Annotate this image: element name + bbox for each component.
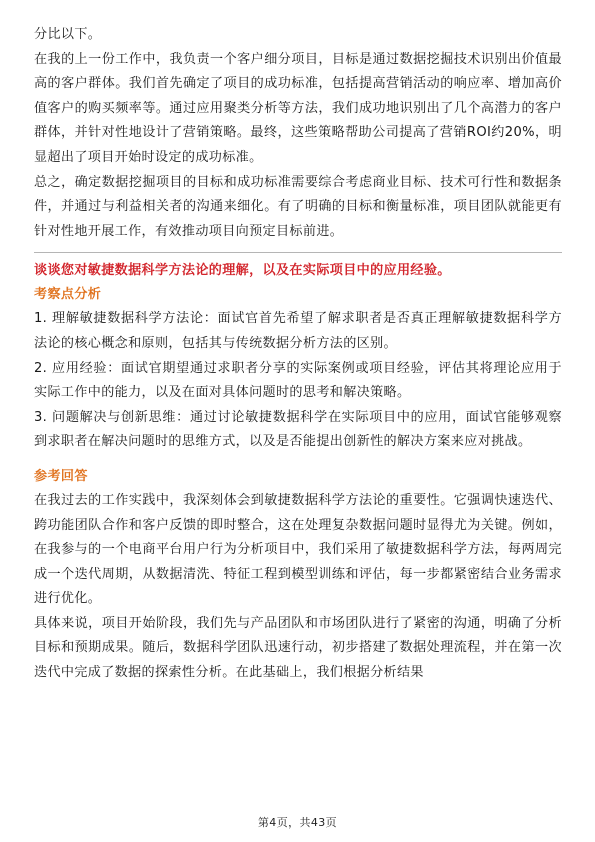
answer-heading: 参考回答 xyxy=(34,468,88,484)
page-content xyxy=(34,23,562,686)
question-title: 谈谈您对敏捷数据科学方法论的理解，以及在实际项目中的应用经验。 xyxy=(34,263,451,279)
paragraph-example: 在我的上一份工作中，我负责一个客户细分项目，目标是通过数据挖掘技术识别出价值最高的客户群体。我们首先确定了项目的成功标准，包括提高营销活动的响应率、增加高价值客户的购买频率等。通过应用聚类分析等方法，我们成功地识别出了几个高潜力的客户群体，并针对性地设计了营销策略。最终，这些策略帮助公司提高了营销ROI约20%，明显超出了项目开始时设定的成功标准。 xyxy=(34,51,562,165)
analysis-item: 1. 理解敏捷数据科学方法论：面试官首先希望了解求职者是否真正理解敏捷数据科学方法论的核心概念和原则，包括其与传统数据分析方法的区别。 xyxy=(34,311,562,351)
paragraph-summary: 总之，确定数据挖掘项目的目标和成功标准需要综合考虑商业目标、技术可行性和数据条件，并通过与利益相关者的沟通来细化。有了明确的目标和衡量标准，项目团队就能更有针对性地开展工作，有效推动项目向预定目标前进。 xyxy=(34,174,562,239)
section-divider xyxy=(34,252,562,253)
answer-paragraph: 在我过去的工作实践中，我深刻体会到敏捷数据科学方法论的重要性。它强调快速迭代、跨功能团队合作和客户反馈的即时整合，这在处理复杂数据问题时显得尤为关键。例如，在我参与的一个电商平台用户行为分析项目中，我们采用了敏捷数据科学方法，每两周完成一个迭代周期，从数据清洗、特征工程到模型训练和评估，每一步都紧密结合业务需求进行优化。 xyxy=(34,492,562,607)
answer-paragraph: 具体来说，项目开始阶段，我们先与产品团队和市场团队进行了紧密的沟通，明确了分析目标和预期成果。随后，数据科学团队迅速行动，初步搭建了数据处理流程，并在第一次迭代中完成了数据的探索性分析。在此基础上，我们根据分析结果 xyxy=(34,615,562,681)
analysis-item: 2. 应用经验：面试官期望通过求职者分享的实际案例或项目经验，评估其将理论应用于实际工作中的能力，以及在面对具体问题时的思考和解决策略。 xyxy=(34,360,562,401)
spacer xyxy=(34,455,562,465)
paragraph-continuation: 分比以下。 xyxy=(34,27,102,42)
page-number-footer: 第4页，共43页 xyxy=(257,816,338,829)
analysis-heading: 考察点分析 xyxy=(34,287,102,303)
analysis-item: 3. 问题解决与创新思维：通过讨论敏捷数据科学在实际项目中的应用，面试官能够观察到求职者在解决问题时的思维方式，以及是否能提出创新性的解决方案来应对挑战。 xyxy=(34,409,562,450)
